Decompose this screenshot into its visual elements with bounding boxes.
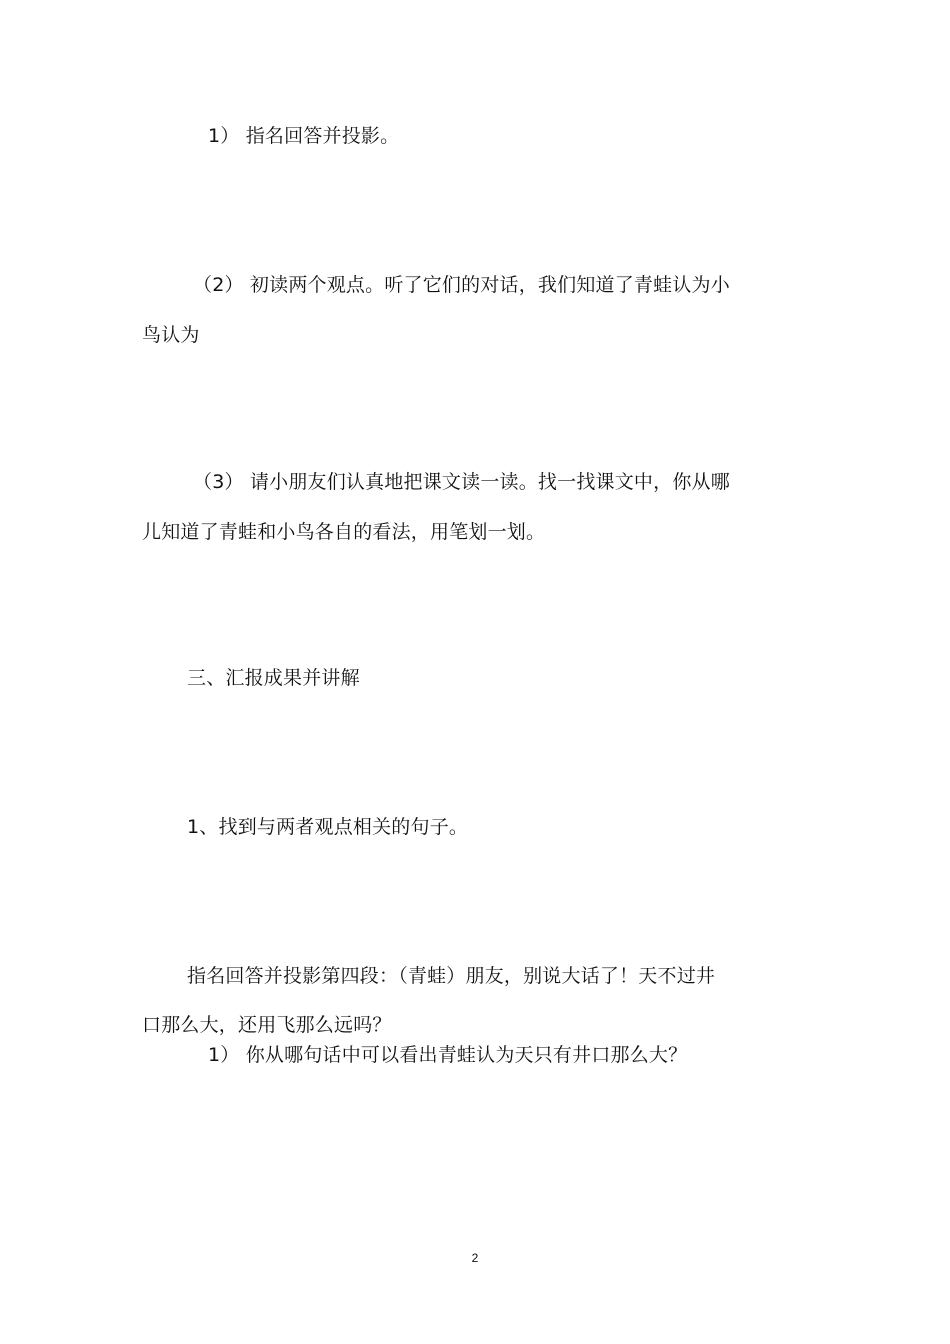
- question-1: 1） 你从哪句话中可以看出青蛙认为天只有井口那么大？: [208, 1044, 688, 1066]
- step-3-line-1: （3） 请小朋友们认真地把课文读一读。找一找课文中，你从哪: [193, 471, 730, 493]
- item-1: 1、找到与两者观点相关的句子。: [187, 816, 469, 838]
- paragraph-line-2: 口那么大，还用飞那么远吗？: [142, 1014, 392, 1036]
- paragraph-line-1: 指名回答并投影第四段：（青蛙）朋友，别说大话了！天不过井: [187, 965, 716, 987]
- step-2-line-2: 鸟认为: [142, 324, 200, 346]
- step-1-answer: 1） 指名回答并投影。: [208, 125, 400, 147]
- step-3-line-2: 儿知道了青蛙和小鸟各自的看法，用笔划一划。: [142, 521, 546, 543]
- page-number: 2: [471, 1251, 479, 1265]
- step-2-line-1: （2） 初读两个观点。听了它们的对话，我们知道了青蛙认为小: [193, 274, 730, 296]
- section-heading: 三、汇报成果并讲解: [187, 667, 360, 689]
